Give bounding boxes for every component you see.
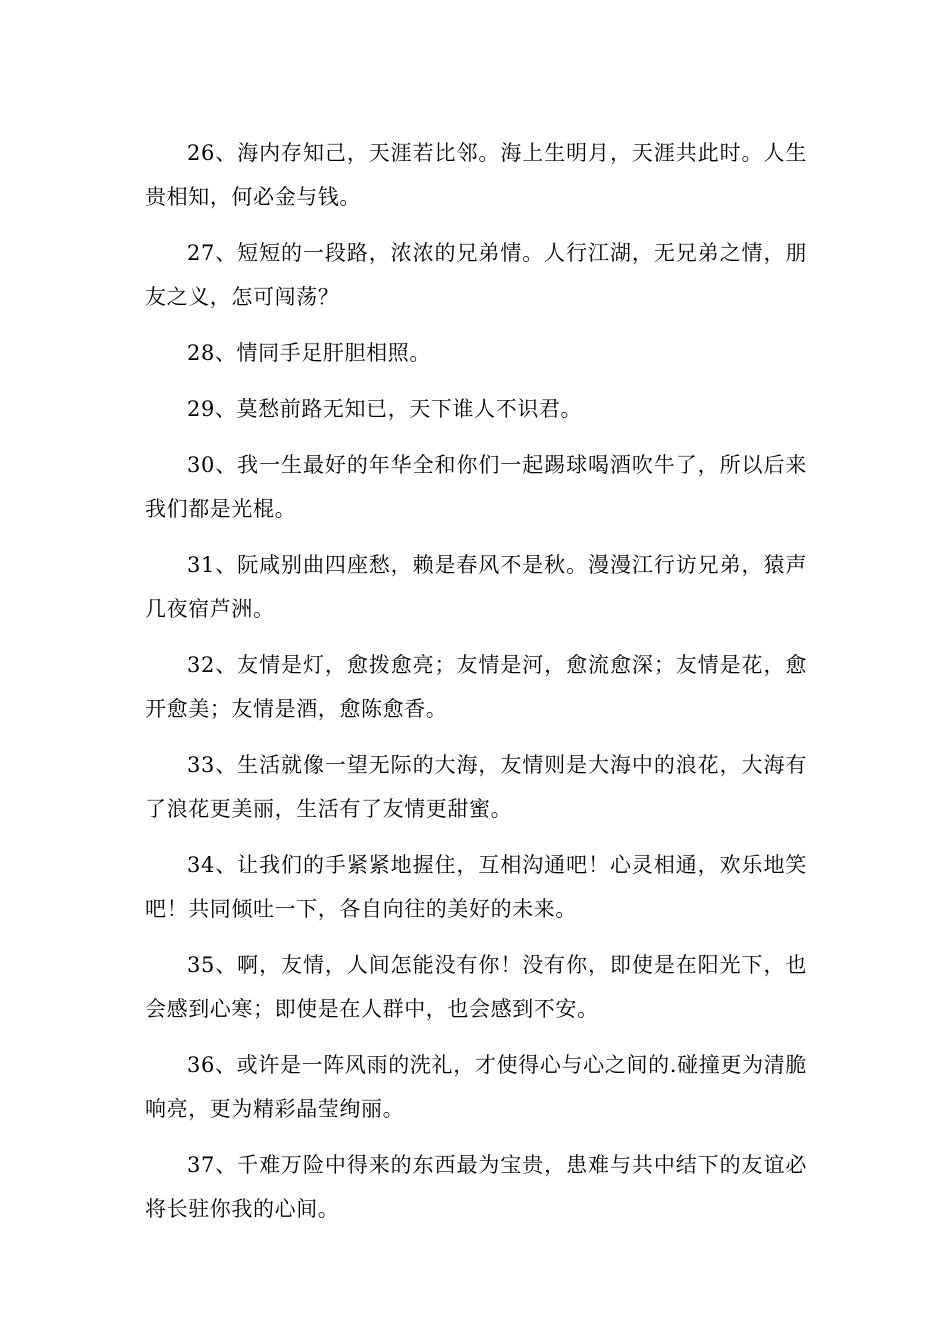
paragraph-28: 28、情同手足肝胆相照。 xyxy=(187,341,431,365)
paragraph-36: 36、或许是一阵风雨的洗礼，才使得心与心之间的.碰撞更为清脆响亮，更为精彩晶莹绚丽。 xyxy=(145,1053,807,1121)
paragraph-32: 32、友情是灯，愈拨愈亮；友情是河，愈流愈深；友情是花，愈开愈美；友情是酒，愈陈愈香。 xyxy=(145,653,807,721)
document-body xyxy=(145,131,807,1243)
paragraph-30: 30、我一生最好的年华全和你们一起踢球喝酒吹牛了，所以后来我们都是光棍。 xyxy=(145,453,807,521)
paragraph-29: 29、莫愁前路无知已，天下谁人不识君。 xyxy=(187,397,583,421)
paragraph-37: 37、千难万险中得来的东西最为宝贵，患难与共中结下的友谊必将长驻你我的心间。 xyxy=(145,1153,807,1221)
paragraph-33: 33、生活就像一望无际的大海，友情则是大海中的浪花，大海有了浪花更美丽，生活有了友情更甜蜜。 xyxy=(145,753,807,821)
paragraph-34: 34、让我们的手紧紧地握住，互相沟通吧！心灵相通，欢乐地笑吧！共同倾吐一下，各自向往的美好的未来。 xyxy=(145,853,807,921)
paragraph-31: 31、阮咸别曲四座愁，赖是春风不是秋。漫漫江行访兄弟，猿声几夜宿芦洲。 xyxy=(145,553,807,621)
paragraph-27: 27、短短的一段路，浓浓的兄弟情。人行江湖，无兄弟之情，朋友之义，怎可闯荡？ xyxy=(145,241,807,309)
paragraph-26: 26、海内存知己，天涯若比邻。海上生明月，天涯共此时。人生贵相知，何必金与钱。 xyxy=(145,141,807,209)
paragraph-35: 35、啊，友情，人间怎能没有你！没有你，即使是在阳光下，也会感到心寒；即使是在人群中，也会感到不安。 xyxy=(145,953,807,1021)
